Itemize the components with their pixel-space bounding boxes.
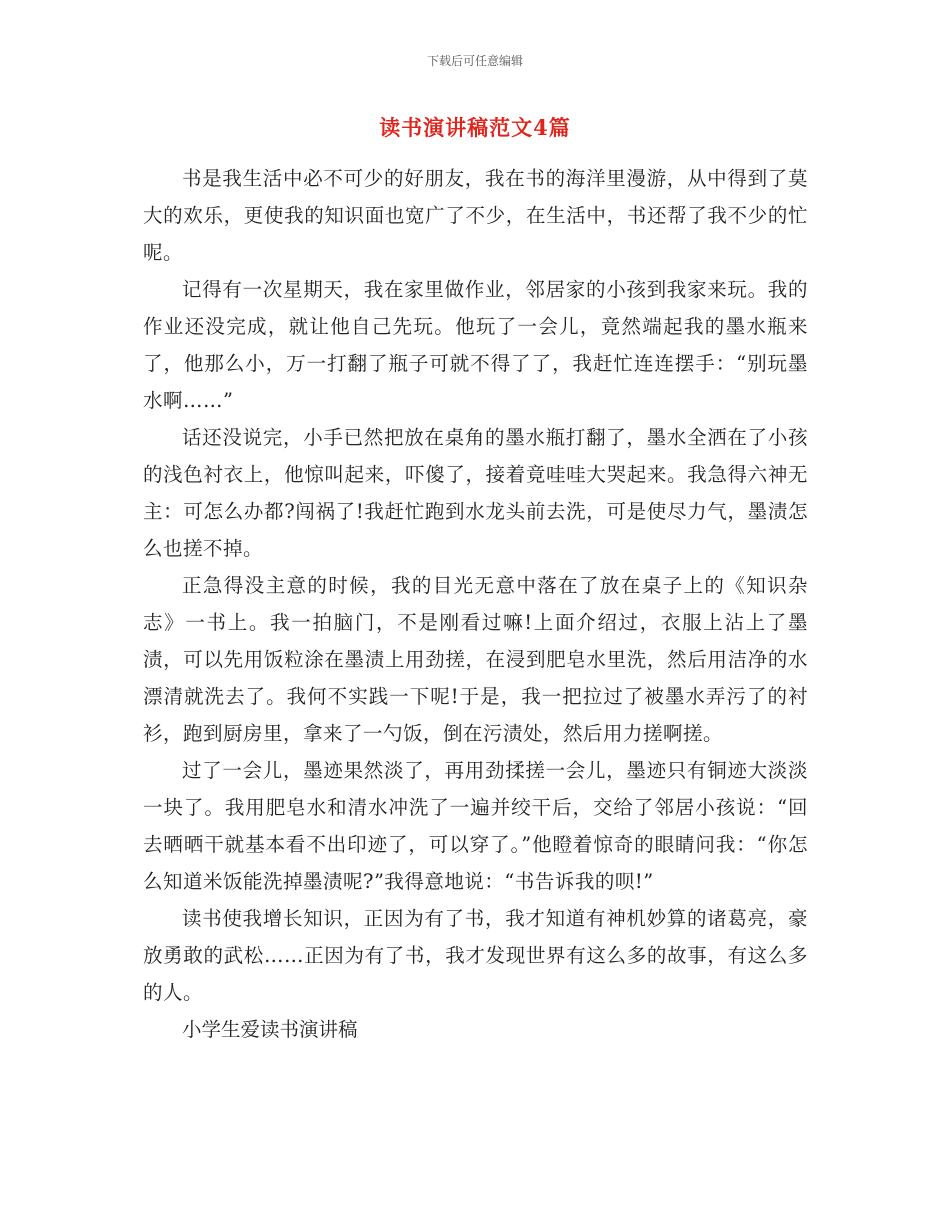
document-title: 读书演讲稿范文4篇: [379, 115, 571, 140]
document-body: [143, 160, 808, 1048]
paragraph-2: 记得有一次星期天，我在家里做作业，邻居家的小孩到我家来玩。我的作业还没完成，就让他自己先玩。他玩了一会儿，竟然端起我的墨水瓶来了，他那么小，万一打翻了瓶子可就不得了了，我赶忙连连摆手：“别玩墨水啊……”: [143, 278, 808, 412]
paragraph-3: 话还没说完，小手已然把放在桌角的墨水瓶打翻了，墨水全洒在了小孩的浅色衬衣上，他惊叫起来，吓傻了，接着竟哇哇大哭起来。我急得六神无主：可怎么办都?闯祸了!我赶忙跑到水龙头前去洗，可是使尽力气，墨渍怎么也搓不掉。: [143, 426, 808, 560]
header-note: 下载后可任意编辑: [426, 54, 523, 68]
paragraph-1: 书是我生活中必不可少的好朋友，我在书的海洋里漫游，从中得到了莫大的欢乐，更使我的知识面也宽广了不少，在生活中，书还帮了我不少的忙呢。: [143, 167, 808, 264]
section-subheading: 小学生爱读书演讲稿: [182, 1018, 358, 1041]
paragraph-6: 读书使我增长知识，正因为有了书，我才知道有神机妙算的诸葛亮，豪放勇敢的武松……正因为有了书，我才发现世界有这么多的故事，有这么多的人。: [143, 907, 808, 1004]
paragraph-4: 正急得没主意的时候，我的目光无意中落在了放在桌子上的《知识杂志》一书上。我一拍脑门，不是刚看过嘛!上面介绍过，衣服上沾上了墨渍，可以先用饭粒涂在墨渍上用劲搓，在浸到肥皂水里洗，然后用洁净的水漂清就洗去了。我何不实践一下呢!于是，我一把拉过了被墨水弄污了的衬衫，跑到厨房里，拿来了一勺饭，倒在污渍处，然后用力搓啊搓。: [143, 574, 808, 745]
paragraph-5: 过了一会儿，墨迹果然淡了，再用劲揉搓一会儿，墨迹只有铜迹大淡淡一块了。我用肥皂水和清水冲洗了一遍并绞干后，交给了邻居小孩说：“回去晒晒干就基本看不出印迹了，可以穿了。”他瞪着惊奇的眼睛问我：“你怎么知道米饭能洗掉墨渍呢?”我得意地说：“书告诉我的呗!”: [143, 759, 808, 893]
